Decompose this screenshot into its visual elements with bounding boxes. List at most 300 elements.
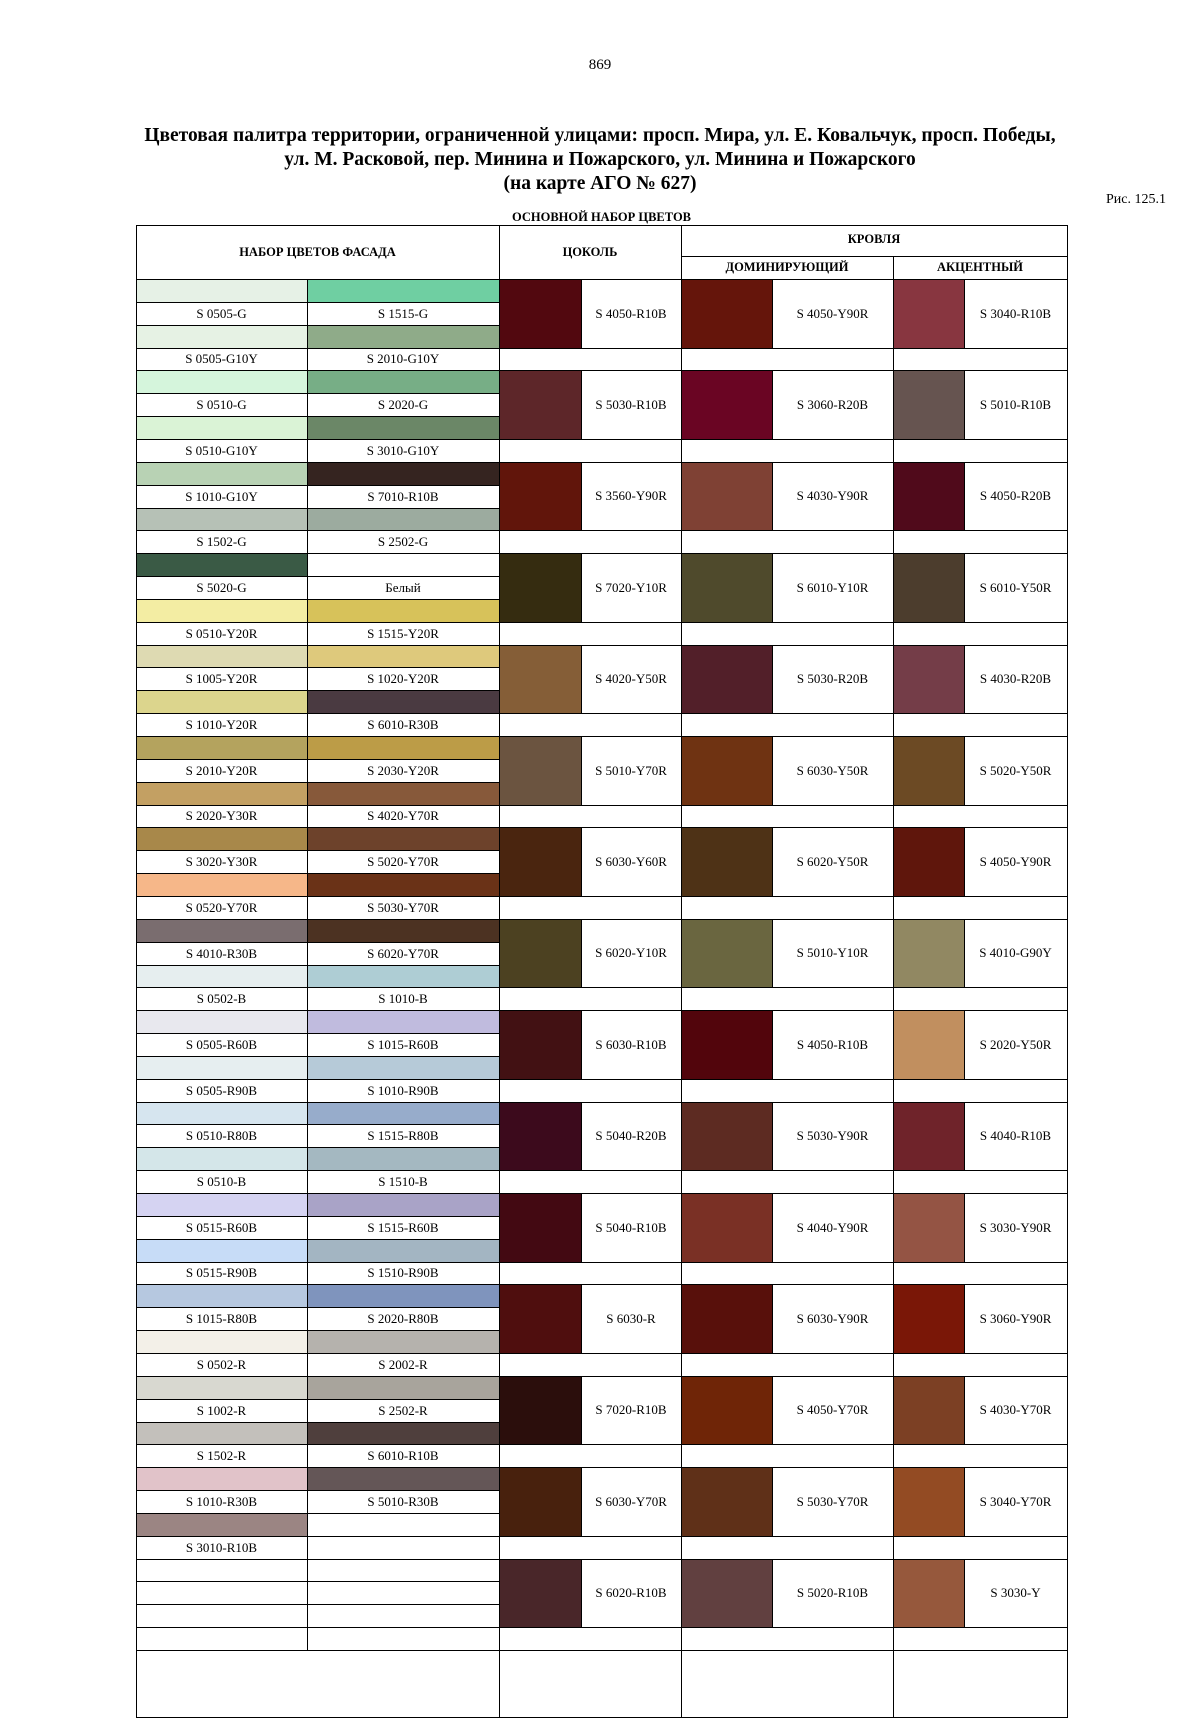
figure-label: Рис. 125.1 [1106,192,1166,207]
facade-code: S 0505-R90B [185,1082,258,1098]
grid-line [136,622,499,623]
grid-line [964,736,965,805]
accent-swatch [893,370,964,439]
grid-line [772,553,773,622]
grid-line [499,1536,1067,1537]
grid-line [964,645,965,713]
grid-line [136,850,499,851]
accent-code: S 3060-Y90R [979,1310,1052,1326]
facade-code: S 0510-G [196,396,247,412]
grid-line [772,1193,773,1262]
facade-swatch [307,325,499,348]
grid-line [136,759,499,760]
accent-swatch [893,1376,964,1444]
plinth-swatch [499,553,581,622]
facade-code: S 2020-Y30R [185,808,258,823]
facade-code: S 1010-B [378,990,428,1006]
facade-swatch [136,1284,307,1307]
grid-line [581,1559,582,1627]
grid-line [136,873,499,874]
grid-line [964,1376,965,1444]
grid-line [964,462,965,530]
facade-code: S 3010-R10B [185,1539,258,1555]
dominant-swatch [681,1102,772,1170]
grid-line [136,690,499,691]
grid-line [136,1650,1067,1651]
grid-line [964,1559,965,1627]
accent-swatch [893,645,964,713]
grid-line [136,393,499,394]
grid-line [499,713,1067,714]
dominant-code: S 3060-R20B [796,396,869,412]
facade-swatch [136,279,307,302]
facade-swatch [307,1422,499,1444]
facade-swatch [307,279,499,302]
facade-code: S 0515-R60B [185,1219,258,1235]
grid-line [136,645,1067,646]
facade-swatch [136,1010,307,1033]
facade-code: S 1502-R [196,1447,247,1463]
plinth-code: S 6030-Y70R [595,1493,667,1509]
facade-swatch [136,325,307,348]
grid-line [499,1170,1067,1171]
grid-line [772,279,773,348]
accent-code: S 5010-R10B [979,396,1052,412]
header-accent: АКЦЕНТНЫЙ [937,260,1023,274]
grid-line [136,667,499,668]
plinth-code: S 7020-Y10R [595,579,667,595]
grid-line [136,1627,499,1628]
accent-code: S 2020-Y50R [979,1036,1052,1052]
grid-line [499,987,1067,988]
accent-code: S 5020-Y50R [979,762,1052,778]
grid-line [581,1284,582,1353]
facade-code: S 0515-R90B [185,1265,258,1280]
grid-line [499,225,500,1717]
grid-line [136,1490,499,1491]
plinth-code: S 4020-Y50R [595,671,667,686]
grid-line [136,1513,499,1514]
grid-line [964,279,965,348]
title-line-1: Цветовая палитра территории, ограниченной улицами: просп. Мира, ул. Е. Ковальчук, просп. Победы, [144,125,1056,146]
grid-line [772,827,773,896]
accent-swatch [893,827,964,896]
plinth-code: S 5040-R10B [595,1219,667,1235]
facade-swatch [307,965,499,987]
facade-code: S 5030-Y70R [367,899,439,915]
grid-line [964,1467,965,1536]
plinth-swatch [499,462,581,530]
facade-code: S 1005-Y20R [185,670,258,686]
accent-code: S 4050-R20B [979,488,1052,503]
grid-line [136,736,1067,737]
dominant-code: S 4050-Y70R [796,1402,869,1417]
facade-code: S 6020-Y70R [367,945,439,961]
facade-swatch [307,1010,499,1033]
facade-swatch [307,1147,499,1170]
accent-swatch [893,462,964,530]
facade-swatch [136,553,307,576]
plinth-swatch [499,1467,581,1536]
facade-code: S 7010-R10B [367,488,439,504]
facade-code: S 0510-G10Y [185,442,258,458]
grid-line [136,1307,499,1308]
grid-line [581,370,582,439]
grid-line [136,1467,1067,1468]
grid-line [136,1581,499,1582]
grid-line [136,1124,499,1125]
grid-line [136,1262,499,1263]
facade-code: S 1010-G10Y [185,488,258,504]
grid-line [136,1193,1067,1194]
facade-swatch [136,1467,307,1490]
accent-code: S 4030-R20B [979,671,1052,686]
plinth-code: S 6020-Y10R [595,945,667,960]
accent-swatch [893,919,964,987]
grid-line [136,279,1067,280]
grid-line [136,713,499,714]
grid-line [136,576,499,577]
facade-code: S 0505-G [196,305,247,321]
plinth-swatch [499,919,581,987]
dominant-swatch [681,1376,772,1444]
facade-swatch [307,553,499,576]
grid-line [136,370,1067,371]
plinth-code: S 5040-R20B [595,1128,667,1143]
grid-line [772,736,773,805]
facade-swatch [307,919,499,942]
dominant-code: S 6030-Y50R [796,762,869,778]
grid-line [964,1284,965,1353]
facade-swatch [307,690,499,713]
dominant-swatch [681,279,772,348]
facade-swatch [307,1102,499,1124]
dominant-swatch [681,1467,772,1536]
accent-swatch [893,1284,964,1353]
header-plinth: ЦОКОЛЬ [562,244,618,259]
grid-line [136,508,499,509]
facade-swatch [307,1330,499,1353]
dominant-code: S 5010-Y10R [796,945,869,960]
dominant-code: S 6010-Y10R [796,579,869,595]
facade-swatch [307,1239,499,1262]
grid-line [499,805,1067,806]
accent-swatch [893,1010,964,1079]
facade-swatch [307,416,499,439]
dominant-code: S 5020-R10B [796,1585,869,1600]
grid-line [136,1010,1067,1011]
facade-code: S 0510-Y20R [185,625,258,641]
plinth-swatch [499,827,581,896]
facade-code: Белый [385,579,421,595]
facade-swatch [136,827,307,850]
grid-line [136,1376,1067,1377]
grid-line [893,256,894,1717]
plinth-swatch [499,1284,581,1353]
grid-line [136,919,1067,920]
facade-code: S 1510-R90B [367,1265,439,1280]
facade-code: S 1510-B [378,1173,428,1189]
grid-line [136,1536,499,1537]
accent-code: S 4040-R10B [979,1128,1052,1143]
header-facade: НАБОР ЦВЕТОВ ФАСАДА [239,244,396,259]
grid-line [1067,225,1068,1718]
grid-line [136,599,499,600]
grid-line [136,1033,499,1034]
facade-swatch [136,736,307,759]
facade-code: S 0510-B [196,1173,247,1189]
facade-swatch [136,462,307,485]
grid-line [581,1467,582,1536]
grid-line [499,1353,1067,1354]
facade-swatch [136,1376,307,1399]
grid-line [136,1284,1067,1285]
grid-line [964,1193,965,1262]
page-number: 869 [588,57,612,73]
grid-line [581,279,582,348]
grid-line [136,896,499,897]
facade-code: S 2010-Y20R [185,762,258,778]
facade-swatch [307,1376,499,1399]
facade-code: S 1002-R [196,1402,247,1418]
plinth-code: S 7020-R10B [595,1402,667,1417]
facade-swatch [307,1056,499,1079]
grid-line [499,439,1067,440]
dominant-code: S 5030-R20B [796,671,869,686]
facade-swatch [136,508,307,530]
facade-code: S 1515-G [377,305,429,321]
grid-line [499,1444,1067,1445]
dominant-code: S 6030-Y90R [796,1310,869,1326]
grid-line [772,1467,773,1536]
grid-line [499,1627,1067,1628]
facade-swatch [136,1330,307,1353]
grid-line [136,1330,499,1331]
facade-swatch [136,645,307,667]
grid-line [964,827,965,896]
facade-code: S 6010-R10B [367,1447,439,1463]
facade-code: S 1015-R60B [367,1036,439,1052]
dominant-swatch [681,645,772,713]
dominant-code: S 4030-Y90R [796,488,869,503]
grid-line [307,279,308,1650]
dominant-swatch [681,462,772,530]
accent-code: S 3030-Y90R [979,1219,1052,1235]
grid-line [964,553,965,622]
grid-line [136,348,499,349]
facade-code: S 0505-G10Y [185,351,258,366]
plinth-swatch [499,1010,581,1079]
facade-code: S 2502-G [377,533,429,549]
grid-line [581,553,582,622]
facade-code: S 3010-G10Y [366,442,440,458]
grid-line [136,225,137,1717]
grid-line [136,1170,499,1171]
facade-swatch [307,1513,499,1536]
facade-swatch [136,1513,307,1536]
facade-code: S 4020-Y70R [367,808,439,823]
grid-line [581,919,582,987]
grid-line [681,256,1067,257]
plinth-swatch [499,279,581,348]
grid-line [136,439,499,440]
grid-line [581,827,582,896]
grid-line [581,645,582,713]
plinth-swatch [499,736,581,805]
dominant-code: S 6020-Y50R [796,853,869,869]
grid-line [499,1262,1067,1263]
facade-code: S 0510-R80B [185,1127,258,1143]
grid-line [136,1604,499,1605]
facade-swatch [307,645,499,667]
grid-line [772,1376,773,1444]
plinth-swatch [499,1102,581,1170]
grid-line [772,1102,773,1170]
facade-code: S 1515-R80B [367,1127,439,1143]
facade-code: S 5020-Y70R [367,853,439,869]
grid-line [499,348,1067,349]
facade-swatch [307,1193,499,1216]
plinth-code: S 6030-R [606,1310,656,1326]
color-set-title: ОСНОВНОЙ НАБОР ЦВЕТОВ [511,210,692,224]
plinth-swatch [499,1376,581,1444]
grid-line [136,782,499,783]
grid-line [136,1353,499,1354]
facade-swatch [307,370,499,393]
facade-code: S 1502-G [196,533,247,549]
grid-line [136,1422,499,1423]
accent-code: S 4010-G90Y [979,945,1052,960]
plinth-code: S 3560-Y90R [595,488,667,503]
facade-code: S 1010-Y20R [185,716,258,732]
grid-line [772,919,773,987]
grid-line [136,1216,499,1217]
grid-line [772,1284,773,1353]
plinth-code: S 5030-R10B [595,396,667,412]
facade-swatch [307,736,499,759]
facade-code: S 2002-R [378,1356,428,1372]
plinth-swatch [499,1193,581,1262]
facade-swatch [136,1239,307,1262]
plinth-code: S 6030-Y60R [595,853,667,869]
grid-line [964,919,965,987]
accent-swatch [893,553,964,622]
grid-line [136,416,499,417]
page-title [100,124,1100,196]
facade-code: S 0502-B [196,990,247,1006]
facade-code: S 1015-R80B [185,1310,258,1326]
facade-swatch [136,1056,307,1079]
grid-line [581,1010,582,1079]
dominant-swatch [681,827,772,896]
facade-swatch [136,370,307,393]
dominant-code: S 4050-Y90R [796,305,869,321]
title-line-2: ул. М. Расковой, пер. Минина и Пожарского, ул. Минина и Пожарского [284,149,916,170]
facade-swatch [136,782,307,805]
dominant-code: S 4040-Y90R [796,1219,869,1235]
plinth-code: S 5010-Y70R [595,762,667,778]
grid-line [136,302,499,303]
accent-code: S 3040-R10B [979,305,1052,321]
grid-line [136,485,499,486]
header-roof: КРОВЛЯ [847,232,901,246]
dominant-swatch [681,370,772,439]
grid-line [136,1239,499,1240]
accent-code: S 6010-Y50R [979,579,1052,595]
dominant-swatch [681,1559,772,1627]
facade-code: S 3020-Y30R [185,853,258,869]
grid-line [136,1444,499,1445]
plinth-code: S 6020-R10B [595,1585,667,1600]
grid-line [499,896,1067,897]
facade-swatch [307,873,499,896]
accent-code: S 3040-Y70R [979,1493,1052,1509]
grid-line [772,462,773,530]
grid-line [772,645,773,713]
dominant-code: S 5030-Y70R [796,1493,869,1509]
plinth-code: S 6030-R10B [595,1036,667,1052]
grid-line [772,1559,773,1627]
grid-line [136,1102,1067,1103]
accent-swatch [893,1193,964,1262]
facade-swatch [136,416,307,439]
facade-code: S 1020-Y20R [367,670,439,686]
facade-swatch [136,1422,307,1444]
facade-code [307,1536,499,1559]
facade-swatch [307,508,499,530]
plinth-swatch [499,645,581,713]
grid-line [136,1056,499,1057]
facade-swatch [136,919,307,942]
accent-swatch [893,736,964,805]
grid-line [136,987,499,988]
facade-code: S 6010-R30B [367,716,439,732]
facade-code: S 5010-R30B [367,1493,439,1509]
grid-line [581,1376,582,1444]
dominant-swatch [681,919,772,987]
grid-line [136,1147,499,1148]
accent-code: S 3030-Y [990,1585,1041,1600]
grid-line [964,370,965,439]
grid-line [136,805,499,806]
facade-code: S 4010-R30B [185,945,258,961]
facade-code: S 2502-R [378,1402,428,1418]
title-line-3: (на карте АГО № 627) [503,173,697,194]
dominant-swatch [681,1284,772,1353]
dominant-swatch [681,553,772,622]
grid-line [136,325,499,326]
facade-swatch [307,1467,499,1490]
plinth-swatch [499,1559,581,1627]
accent-swatch [893,279,964,348]
grid-line [136,553,1067,554]
facade-swatch [136,965,307,987]
facade-swatch [136,690,307,713]
accent-swatch [893,1467,964,1536]
dominant-code: S 4050-R10B [796,1036,869,1052]
facade-code: S 1010-R30B [185,1493,258,1509]
grid-line [581,462,582,530]
dominant-swatch [681,1193,772,1262]
grid-line [772,1010,773,1079]
accent-code: S 4050-Y90R [979,853,1052,869]
facade-swatch [136,1147,307,1170]
facade-swatch [136,873,307,896]
dominant-swatch [681,1010,772,1079]
facade-code: S 0502-R [196,1356,247,1372]
plinth-code: S 4050-R10B [595,305,667,321]
grid-line [964,1010,965,1079]
